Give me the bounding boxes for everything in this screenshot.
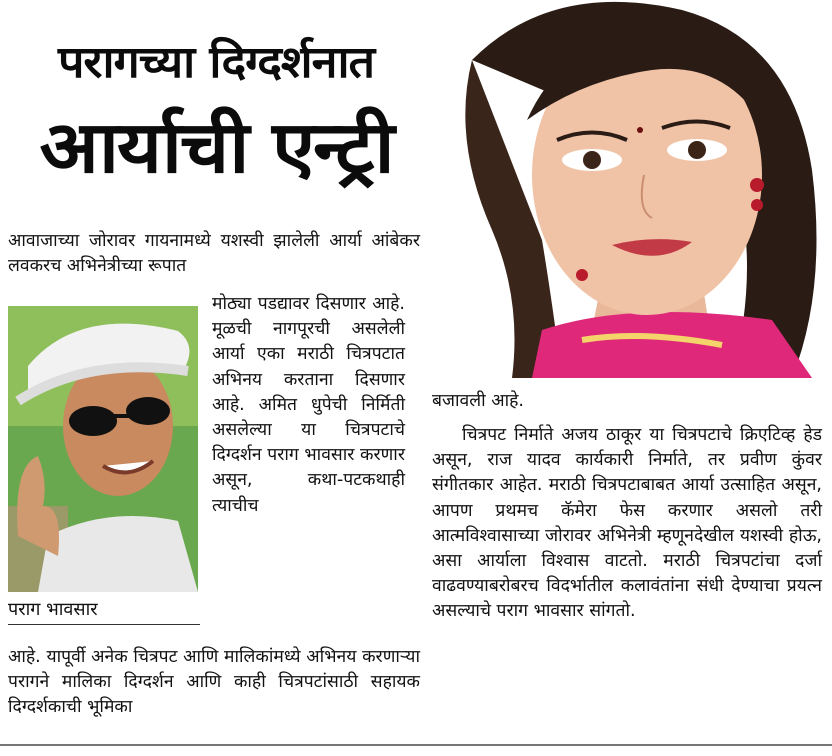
- article-right-paragraph: चित्रपट निर्माते अजय ठाकूर या चित्रपटाचे क्रिएटिव्ह हेड असून, राज यादव कार्यकारी निर्माते, तर प्रवीण कुंवर संगीतकार आहेत. मराठी चित्रपटाबाबत आर्या उत्साहित असून, आपण प्रथमच कॅमेरा फेस करणार असलो तरी आत्मविश्वासाच्या जोरावर अभिनेत्री म्हणूनदेखील यशस्वी होऊ, असा आर्याला विश्वास वाटतो. मराठी चित्रपटांचा दर्जा वाढवण्याबरोबरच विदर्भातील कलावंतांना संधी देण्याचा प्रयत्न असल्याचे पराग भावसार सांगतो.: [432, 425, 822, 622]
- article-right-start: बजावली आहे.: [432, 391, 524, 411]
- headline-line-2: आर्याची एन्ट्री: [39, 105, 393, 189]
- photo-caption: पराग भावसार: [8, 599, 98, 620]
- article-beside-photo: मोठ्या पडद्यावर दिसणार आहे. मूळची नागपूरची असलेली आर्या एका मराठी चित्रपटात अभिनय करताना दिसणार आहे. अमित धुपेची निर्मिती असलेल्या या चित्रपटाचे दिग्दर्शन पराग भावसार करणार असून, कथा-पटकथाही त्याचीच: [212, 294, 405, 516]
- article-intro: आवाजाच्या जोरावर गायनामध्ये यशस्वी झालेली आर्या आंबेकर लवकरच अभिनेत्रीच्या रूपात: [8, 231, 420, 277]
- parag-bhavsar-photo: [8, 306, 198, 592]
- bottom-divider: [0, 744, 832, 746]
- caption-divider: [8, 624, 200, 625]
- actress-photo: [432, 0, 832, 378]
- article-continued: आहे. यापूर्वी अनेक चित्रपट आणि मालिकांमध्ये अभिनय करणाऱ्या परागने मालिका दिग्दर्शन आणि काही चित्रपटांसाठी सहायक दिग्दर्शकाची भूमिका: [8, 647, 420, 718]
- headline-line-1: परागच्या दिग्दर्शनात: [57, 37, 375, 88]
